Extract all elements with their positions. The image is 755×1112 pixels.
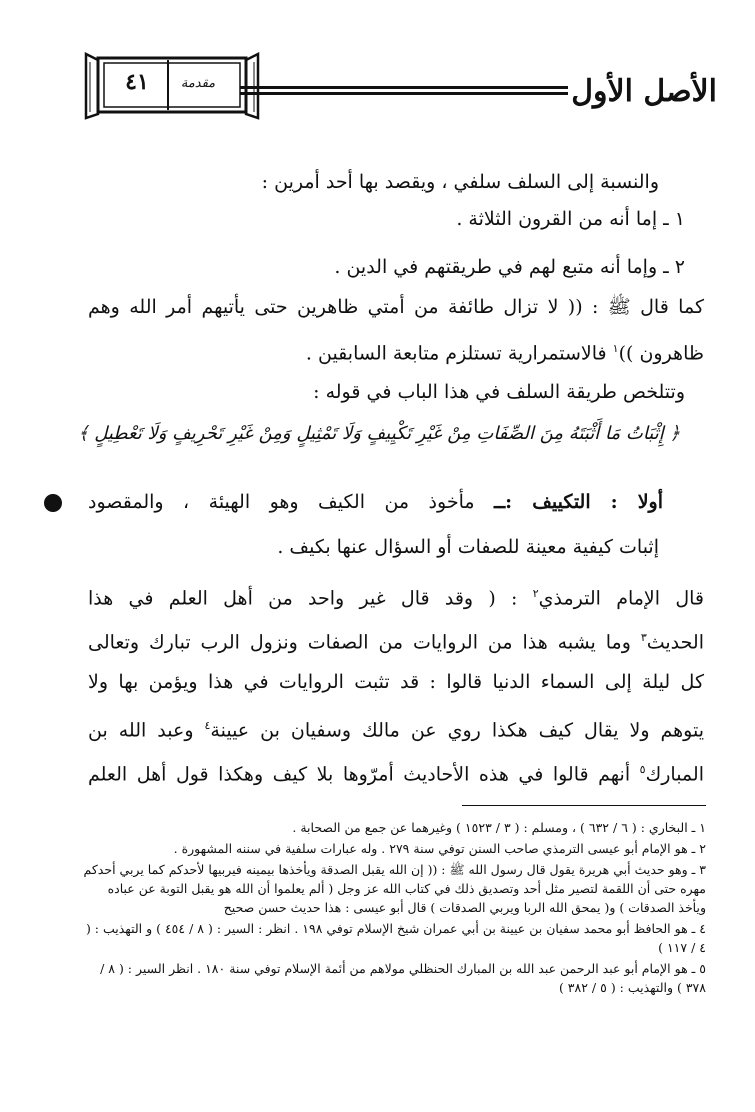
hadith-line: كما قال ﷺ : (( لا تزال طائفة من أمتي ظاهرين حتى يأتيهم أمر الله وهم	[88, 296, 704, 318]
text-segment: قال الإمام الترمذي	[538, 587, 704, 610]
footnote-separator	[462, 805, 706, 806]
text-segment: وعبد الله بن	[88, 719, 205, 742]
section-heading-label: أولا : التكييف :ــ	[494, 491, 663, 513]
hadith-line-2	[88, 335, 704, 367]
text-segment: يتوهم ولا يقال كيف هكذا روي عن مالك وسفيان بن عيينة	[210, 719, 705, 742]
footnote-4: ٤ ـ هو الحافظ أبو محمد سفيان بن عيينة بن أبي عمران شيخ الإسلام توفي ١٩٨ . انظر : السير : ( ٨ / ٤٥٤ ) و التهذيب : ( ٤ / ١١٧ )	[85, 921, 706, 955]
footnote-ref: ٣	[640, 631, 647, 644]
text-line: والنسبة إلى السلف سلفي ، ويقصد بها أحد أمرين :	[261, 171, 659, 193]
footnote-ref: ١	[612, 342, 619, 355]
hadith-comment: فالاستمرارية تستلزم متابعة السابقين .	[305, 342, 613, 365]
paragraph-line	[88, 666, 704, 710]
paragraph-line	[88, 710, 704, 754]
text-segment: وما يشبه هذا من الروايات من الصفات ونزول الرب تبارك وتعالى	[88, 631, 641, 654]
footnote-1: ١ ـ البخاري : ( ٦ / ٦٣٢ ) ، ومسلم : ( ٣ / ١٥٢٣ ) وغيرهما عن جمع من الصحابة .	[292, 820, 706, 835]
chapter-title: الأصل الأول	[571, 74, 717, 109]
section-heading-line	[88, 488, 663, 516]
definition-line: إثبات كيفية معينة للصفات أو السؤال عنها بكيف .	[277, 536, 659, 558]
text-segment: : ( وقد قال غير واحد من أهل العلم في هذا	[88, 587, 533, 610]
section-heading-text: مأخوذ من الكيف وهو الهيئة ، والمقصود	[88, 491, 495, 513]
text-segment: المبارك	[645, 763, 704, 786]
footnote-2: ٢ ـ هو الإمام أبو عيسى الترمذي صاحب السنن توفي سنة ٢٧٩ . وله عبارات سلفية في سننه المشهورة .	[173, 841, 706, 856]
text-segment: الحديث	[646, 631, 704, 654]
emblem-word: مقدمة	[180, 76, 216, 91]
footnotes	[80, 818, 706, 999]
hadith-end: ظاهرون ))	[618, 342, 704, 365]
header-rule	[240, 86, 568, 100]
quoted-principle: ﴿ إِثْبَاتُ مَا أَثْبَتَهُ مِنَ الصِّفَاتِ مِنْ غَيْرِ تَكْيِيفٍ وَلَا تَمْثِيلٍ وَمِنْ غَيْرِ تَحْرِيفٍ وَلَا تَعْطِيلٍ ﴾	[77, 423, 681, 444]
list-item-2: ٢ ـ وإما أنه متبع لهم في طريقتهم في الدين .	[334, 256, 685, 278]
paragraph-line	[88, 754, 704, 798]
footnote-ref: ٤	[204, 719, 211, 732]
text-segment: كل ليلة إلى السماء الدنيا قالوا : قد تثبت الروايات في هذا ويؤمن بها ولا	[88, 671, 704, 693]
footnote-5: ٥ ـ هو الإمام أبو عبد الرحمن عبد الله بن المبارك الحنظلي مولاهم من أئمة الإسلام توفي سنة ١٨٠ . انظر السير : ( ٨ / ٣٧٨ ) والتهذيب : ( ٥ / ٣٨٢ )	[100, 961, 706, 995]
summary-line: وتتلخص طريقة السلف في هذا الباب في قوله :	[313, 381, 685, 403]
footnote-ref: ٢	[532, 587, 539, 600]
paragraph-line	[88, 622, 704, 666]
list-item-1: ١ ـ إما أنه من القرون الثلاثة .	[456, 208, 685, 230]
footnote-ref: ٥	[639, 763, 646, 776]
bullet-icon	[44, 494, 62, 512]
paragraph-line	[88, 578, 704, 622]
page-number: ٤١	[125, 69, 149, 95]
tirmidhi-paragraph	[88, 578, 704, 798]
footnote-3: ٣ ـ وهو حديث أبي هريرة يقول قال رسول الله ﷺ : (( إن الله يقبل الصدقة ويأخذها بيمينه فيربيها لأحدكم كما يربي أحدكم مهره حتى أن اللقمة لتصير مثل أحد وتصديق ذلك في كتاب الله عز وجل ( ألم يعلموا أن الله هو يقبل التوبة عن عباده ويأخذ الصدقات ) و( يمحق الله الربا ويربي الصدقات ) قال أبو عيسى : هذا حديث حسن صحيح	[83, 862, 706, 915]
text-segment: أنهم قالوا في هذه الأحاديث أمرّوها بلا كيف وهكذا قول أهل العلم	[88, 763, 640, 786]
